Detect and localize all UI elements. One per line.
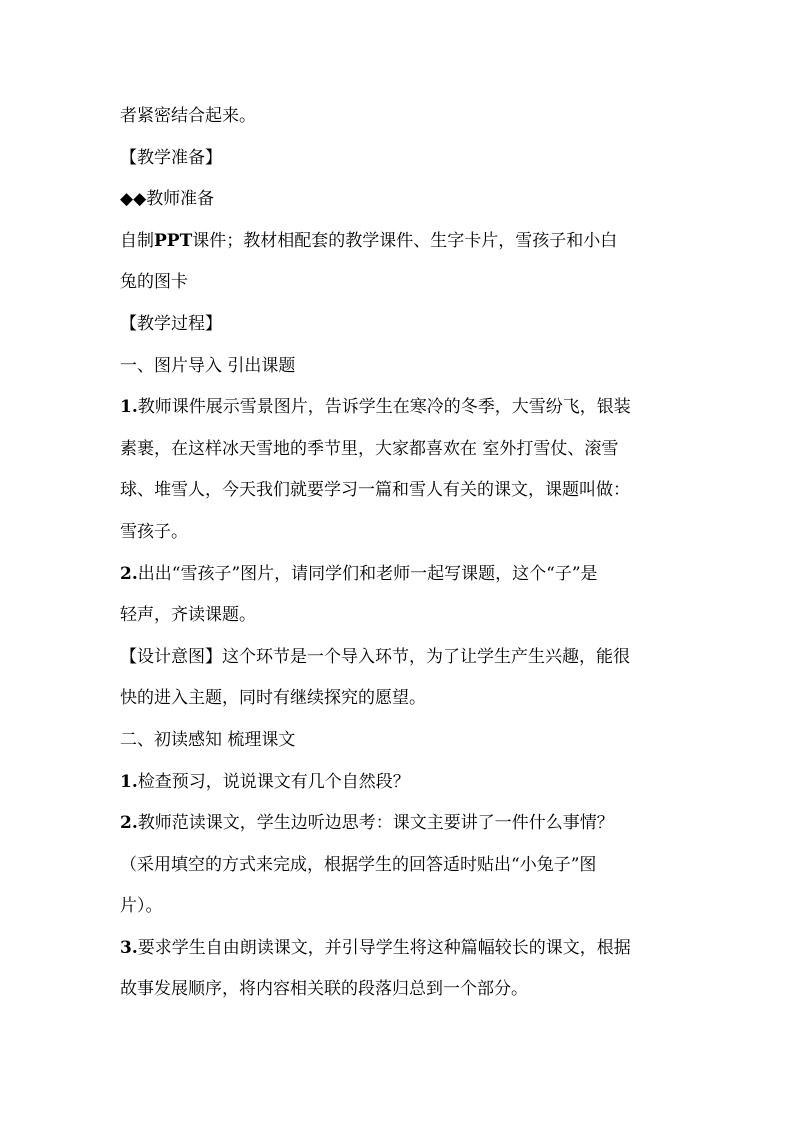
text-line: 雪孩子。: [120, 521, 188, 542]
list-number: 2.: [120, 563, 138, 584]
list-number: 3.: [120, 937, 138, 958]
list-number: 1.: [120, 397, 138, 418]
text-line: [120, 554, 680, 596]
text-line: 轻声，齐读课题。: [120, 605, 256, 626]
text-line: 者紧密结合起来。: [120, 106, 256, 126]
text-line: 快的进入主题，同时有继续探究的愿望。: [120, 688, 426, 709]
text-line: [120, 221, 680, 263]
text-fragment: 自制: [120, 230, 154, 251]
text-fragment: 检查预习，说说课文有几个自然段？: [137, 771, 410, 792]
text-line: [120, 387, 680, 429]
text-fragment: 教师范读课文，学生边听边思考：课文主要讲了一件什么事情？: [137, 813, 614, 834]
text-line: [120, 803, 680, 845]
text-fragment: 教师课件展示雪景图片，告诉学生在寒冷的冬季，大雪纷飞，银装: [137, 397, 631, 418]
subsection-heading: ◆◆教师准备: [120, 189, 215, 210]
text-line: 故事发展顺序，将内容相关联的段落归总到一个部分。: [120, 979, 528, 1000]
section-heading: 【教学准备】: [120, 147, 222, 168]
text-line: 【设计意图】这个环节是一个导入环节，为了让学生产生兴趣，能很: [120, 646, 630, 667]
section-heading: 【教学过程】: [120, 313, 222, 334]
list-number: 2.: [120, 813, 138, 834]
text-line: 兔的图卡: [120, 272, 188, 293]
text-line: 片）。: [120, 896, 163, 917]
text-line: 素裹，在这样冰天雪地的季节里，大家都喜欢在 室外打雪仗、滚雪: [120, 438, 619, 459]
text-fragment: 出出“雪孩子”图片，请同学们和老师一起写课题，这个“子”是: [137, 563, 598, 584]
text-fragment: 课件；教材相配套的教学课件、生字卡片，雪孩子和小白: [192, 230, 618, 251]
document-body: [120, 96, 680, 1011]
text-fragment-bold: PPT: [154, 230, 193, 251]
subsection-heading: 一、图片导入 引出课题: [120, 355, 296, 376]
text-line: 球、堆雪人，今天我们就要学习一篇和雪人有关的课文，课题叫做：: [120, 480, 630, 501]
text-fragment: 要求学生自由朗读课文，并引导学生将这种篇幅较长的课文，根据: [137, 937, 631, 958]
text-line: （采用填空的方式来完成，根据学生的回答适时贴出“小兔子”图: [120, 854, 597, 875]
text-line: [120, 928, 680, 970]
subsection-heading: 二、初读感知 梳理课文: [120, 729, 296, 750]
text-line: [120, 762, 680, 804]
list-number: 1.: [120, 771, 138, 792]
